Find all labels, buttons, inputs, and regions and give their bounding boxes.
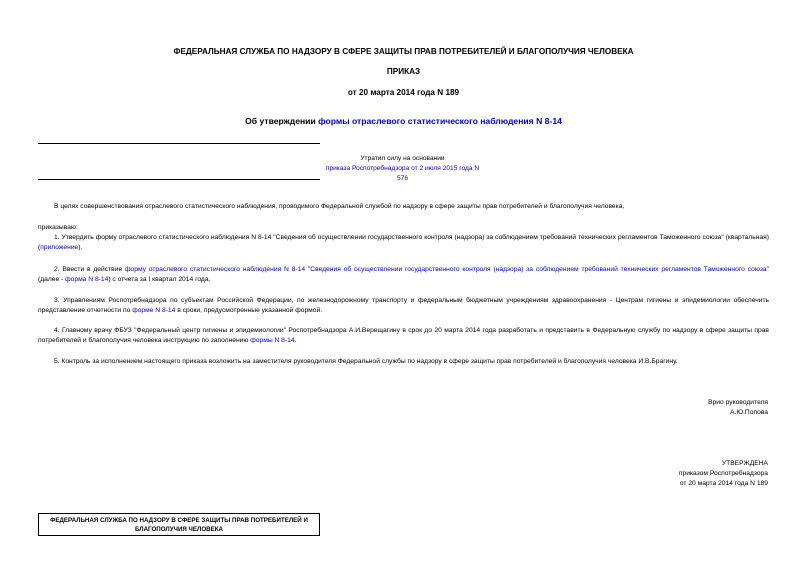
approval-date: от 20 марта 2014 года N 189	[679, 480, 768, 487]
paragraph-5: 5. Контроль за исполнением настоящего приказа возложить на заместителя руководителя Федеральной службы по надзору в сфере защиты прав потребителей и благополучия человека И.В.Брагину.	[54, 358, 678, 365]
approval-by: приказом Роспотребнадзора	[678, 470, 768, 477]
box-line-2: БЛАГОПОЛУЧИЯ ЧЕЛОВЕКА	[134, 526, 224, 533]
order-word: приказываю:	[38, 224, 78, 231]
divider-bottom	[38, 179, 320, 180]
doc-date-number: от 20 марта 2014 года N 189	[347, 88, 460, 97]
agency-heading: ФЕДЕРАЛЬНАЯ СЛУЖБА ПО НАДЗОРУ В СФЕРЕ ЗАЩИТЫ ПРАВ ПОТРЕБИТЕЛЕЙ И БЛАГОПОЛУЧИЯ ЧЕЛОВЕКА	[173, 47, 634, 56]
box-line-1: ФЕДЕРАЛЬНАЯ СЛУЖБА ПО НАДЗОРУ В СФЕРЕ ЗАЩИТЫ ПРАВ ПОТРЕБИТЕЛЕЙ И	[50, 517, 308, 524]
lost-force-label: Утратил силу на основании	[360, 155, 445, 162]
form-link-full[interactable]: форму отраслевого статистического наблюдения N 8-14 "Сведения об осуществлении государственного контроля (надзора) за соблюдением требований технических регламентов Таможенного союза"	[125, 266, 769, 273]
form-header-box	[38, 513, 320, 536]
signature-name: А.Ю.Попова	[730, 409, 768, 416]
paragraph-3: 3. Управлениям Роспотребнадзора по субъектам Российской Федерации, по железнодорожному транспорту и федеральным бюджетным учреждениям здравоохранения - Центрам гигиены и эпидемиологии обеспечить представление отчетности по форме N 8-14 в сроки, предусмотренные указанной формой.	[38, 297, 769, 314]
title-prefix: Об утверждении	[245, 116, 319, 126]
appendix-link[interactable]: приложение	[40, 244, 79, 251]
approval-block	[679, 459, 768, 489]
title-form-link[interactable]: формы отраслевого статистического наблюдения N 8-14	[318, 116, 562, 126]
form-link-short[interactable]: форма N 8-14	[65, 276, 109, 283]
lost-force-note	[320, 154, 485, 184]
form-link-p4[interactable]: формы N 8-14	[250, 337, 295, 344]
signature-role: Врио руководителя	[708, 399, 768, 406]
lost-force-link[interactable]: приказа Роспотребнадзора от 2 июля 2015 года N 576	[325, 165, 480, 182]
approval-title: УТВЕРЖДЕНА	[721, 460, 768, 467]
doc-type-heading: ПРИКАЗ	[386, 67, 421, 76]
divider-top	[38, 143, 320, 144]
document-title	[0, 116, 807, 126]
form-link-p3[interactable]: форме N 8-14	[132, 307, 176, 314]
paragraph-4: 4. Главному врачу ФБУЗ "Федеральный центр гигиены и эпидемиологии" Роспотребнадзора А.И.Верещагину в срок до 20 марта 2014 года разработать и представить в Федеральную службу по надзору в сфере защиты прав потребителей и благополучия человека инструкцию по заполнению формы N 8-14.	[38, 327, 769, 344]
paragraph-1: 1. Утвердить форму отраслевого статистического наблюдения N 8-14 "Сведения об осуществлении государственного контроля (надзора) за соблюдением требований технических регламентов Таможенного союза" (квартальная) (приложение).	[38, 234, 769, 251]
signature-block	[708, 398, 768, 418]
intro-paragraph: В целях совершенствования отраслевого статистического наблюдения, проводимого Федеральной службой по надзору в сфере защиты прав потребителей и благополучия человека,	[54, 203, 625, 210]
paragraph-2: 2. Ввести в действие форму отраслевого статистического наблюдения N 8-14 "Сведения об осуществлении государственного контроля (надзора) за соблюдением требований технических регламентов Таможенного союза" (далее - форма N 8-14) с отчета за I квартал 2014 года.	[38, 266, 769, 283]
